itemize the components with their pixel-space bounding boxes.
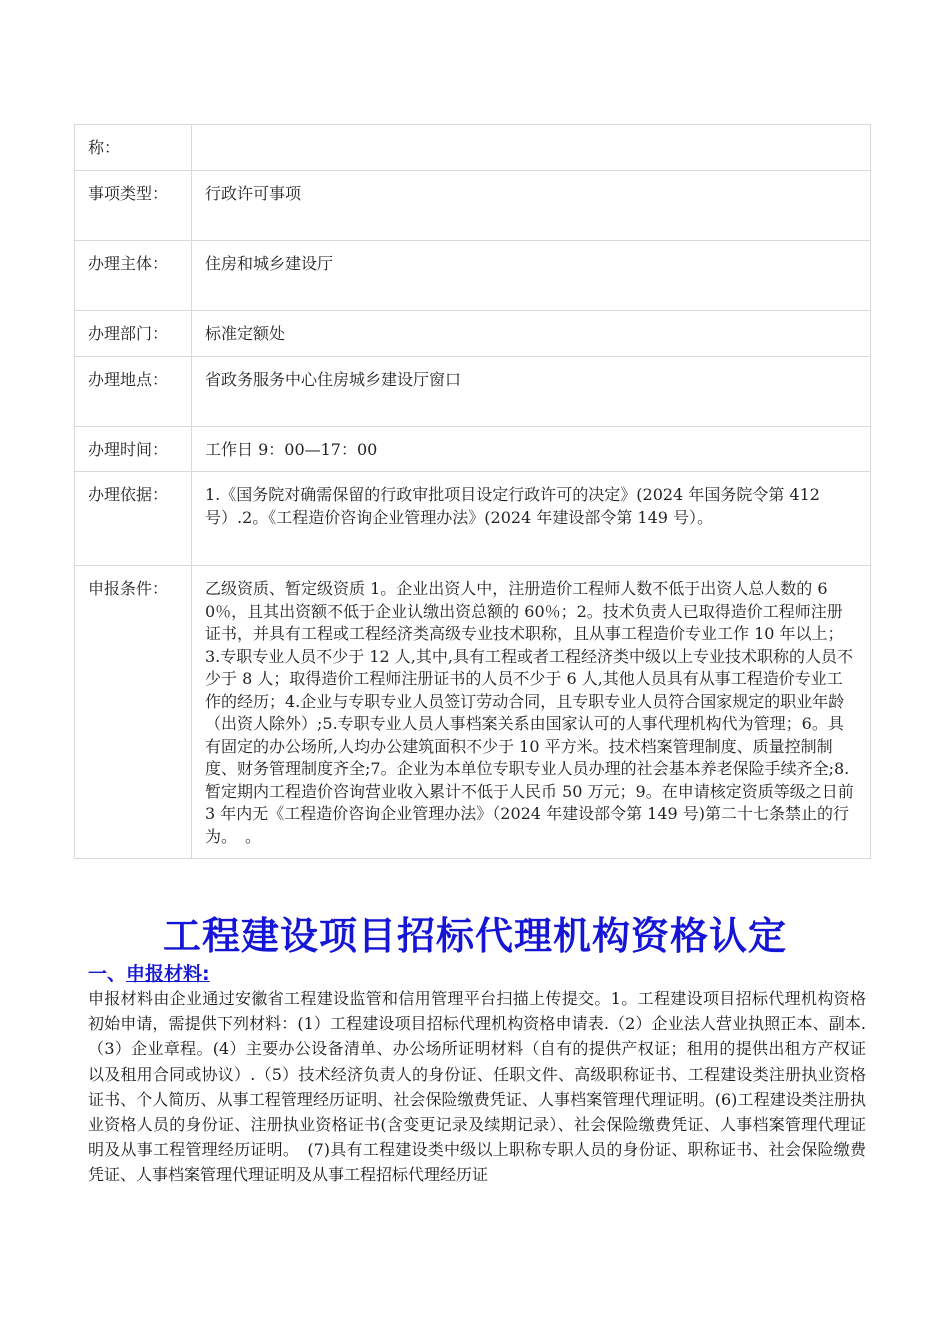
row-value-hours: 工作日 9：00—17：00	[192, 426, 871, 472]
row-label-subject: 办理主体：	[75, 241, 192, 311]
section-number: 一、	[88, 963, 127, 985]
row-label-basis: 办理依据：	[75, 472, 192, 566]
row-label-name: 称：	[75, 125, 192, 171]
row-label-hours: 办理时间：	[75, 426, 192, 472]
table-row	[75, 566, 871, 859]
table-row	[75, 356, 871, 426]
info-table	[74, 124, 871, 859]
body-paragraph: 申报材料由企业通过安徽省工程建设监管和信用管理平台扫描上传提交。1。工程建设项目招标代理机构资格初始申请，需提供下列材料：(1）工程建设项目招标代理机构资格申请表.（2）企业法人营业执照正本、副本.（3）企业章程。(4）主要办公设备清单、办公场所证明材料（自有的提供产权证；租用的提供出租方产权证以及租用合同或协议）.（5）技术经济负责人的身份证、任职文件、高级职称证书、工程建设类注册执业资格证书、个人简历、从事工程管理经历证明、社会保险缴费凭证、人事档案管理代理证明。(6)工程建设类注册执业资格人员的身份证、注册执业资格证书(含变更记录及续期记录）、社会保险缴费凭证、人事档案管理代理证明及从事工程管理经历证明。 (7)具有工程建设类中级以上职称专职人员的身份证、职称证书、社会保险缴费凭证、人事档案管理代理证明及从事工程招标代理经历证	[88, 989, 866, 1185]
row-value-department: 标准定额处	[192, 311, 871, 357]
row-label-location: 办理地点：	[75, 356, 192, 426]
section-title: 申报材料:	[126, 963, 210, 985]
table-row	[75, 125, 871, 171]
row-value-conditions: 乙级资质、暂定级资质 1。企业出资人中，注册造价工程师人数不低于出资人总人数的 60％，且其出资额不低于企业认缴出资总额的 60％；2。技术负责人已取得造价工程师注册证书，并具有工程或工程经济类高级专业技术职称，且从事工程造价专业工作 10 年以上；3.专职专业人员不少于 12 人,其中,具有工程或者工程经济类中级以上专业技术职称的人员不少于 8 人；取得造价工程师注册证书的人员不少于 6 人,其他人员具有从事工程造价专业工作的经历；4.企业与专职专业人员签订劳动合同，且专职专业人员符合国家规定的职业年龄（出资人除外）;5.专职专业人员人事档案关系由国家认可的人事代理机构代为管理；6。具有固定的办公场所,人均办公建筑面积不少于 10 平方米。技术档案管理制度、质量控制制度、财务管理制度齐全;7。企业为本单位专职专业人员办理的社会基本养老保险手续齐全;8.暂定期内工程造价咨询营业收入累计不低于人民币 50 万元；9。在申请核定资质等级之日前 3 年内无《工程造价咨询企业管理办法》（2024 年建设部令第 149 号)第二十七条禁止的行为。 。	[192, 566, 871, 859]
table-row	[75, 472, 871, 566]
row-value-name	[192, 125, 871, 171]
row-value-location: 省政务服务中心住房城乡建设厅窗口	[192, 356, 871, 426]
row-label-department: 办理部门：	[75, 311, 192, 357]
row-label-conditions: 申报条件：	[75, 566, 192, 859]
table-row	[75, 311, 871, 357]
table-row	[75, 241, 871, 311]
row-value-basis: 1.《国务院对确需保留的行政审批项目设定行政许可的决定》(2024 年国务院令第 412 号）.2。《工程造价咨询企业管理办法》(2024 年建设部令第 149 号）。	[192, 472, 871, 566]
section-heading	[88, 962, 210, 986]
table-row	[75, 426, 871, 472]
document-title: 工程建设项目招标代理机构资格认定	[162, 914, 787, 958]
row-value-subject: 住房和城乡建设厅	[192, 241, 871, 311]
row-label-type: 事项类型：	[75, 171, 192, 241]
row-value-type: 行政许可事项	[192, 171, 871, 241]
table-row	[75, 171, 871, 241]
